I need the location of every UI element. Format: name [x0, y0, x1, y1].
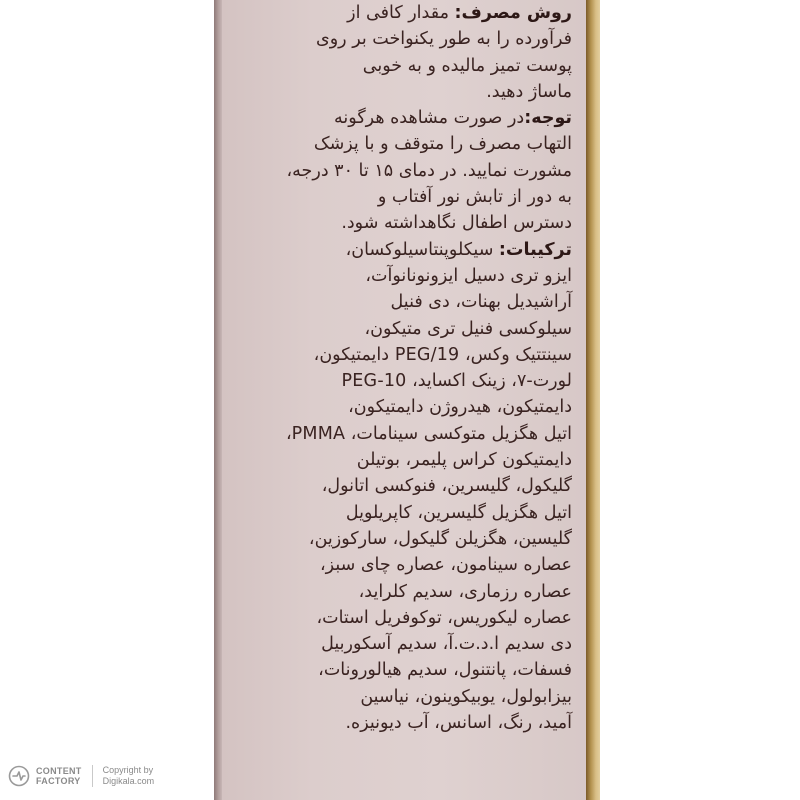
ingredients-line-18: بیزابولول، یوبیکوینون، نیاسین	[360, 686, 572, 707]
gold-edge-strip	[586, 0, 600, 800]
ingredients-line-7: دایمتیکون، هیدروژن دایمتیکون،	[348, 397, 572, 418]
ingredients-line-15: عصاره لیکوریس، توکوفریل استات،	[316, 607, 572, 628]
watermark-copyright-top: Copyright by	[102, 765, 154, 775]
product-label	[222, 0, 586, 800]
ingredients-line-14: عصاره رزماری، سدیم کلراید،	[358, 581, 572, 602]
caution-line-5: دسترس اطفال نگاهداشته شود.	[341, 213, 572, 234]
ingredients-line-6: لورت-۷، زینک اکساید، PEG-10	[341, 371, 572, 392]
ingredients-line-16: دی سدیم ا.د.ت.آ، سدیم آسکوربیل	[321, 634, 572, 655]
caution-line-3: مشورت نمایید. در دمای ۱۵ تا ۳۰ درجه،	[286, 160, 572, 181]
ingredients-line-13: عصاره سینامون، عصاره چای سبز،	[320, 555, 572, 576]
usage-line-2: فرآورده را به طور یکنواخت بر روی	[316, 29, 572, 50]
label-text	[240, 0, 572, 736]
watermark-divider	[92, 765, 93, 787]
ingredients-line-1: ترکیبات: سیکلوپنتاسیلوکسان،	[345, 239, 572, 260]
ingredients-line-8: اتیل هگزیل متوکسی سینامات، PMMA،	[286, 423, 572, 444]
ingredients-line-9: دایمتیکون کراس پلیمر، بوتیلن	[356, 450, 572, 471]
ingredients-line-5: سینتتیک وکس، PEG/19 دایمتیکون،	[313, 344, 572, 365]
ingredients-line-4: سیلوکسی فنیل تری متیکون،	[364, 318, 572, 339]
ingredients-line-2: ایزو تری دسیل ایزونونانوآت،	[365, 265, 572, 286]
ingredients-line-10: گلیکول، گلیسرین، فنوکسی اتانول،	[321, 476, 572, 497]
usage-line-4: ماساژ دهید.	[486, 81, 572, 102]
usage-line-1: روش مصرف: مقدار کافی از	[347, 3, 572, 23]
ingredients-line-11: اتیل هگزیل گلیسرین، کاپریلویل	[345, 502, 572, 523]
watermark	[8, 762, 154, 790]
product-edge	[214, 0, 222, 800]
caution-line-1: توجه:در صورت مشاهده هرگونه	[334, 108, 572, 129]
watermark-copyright-bottom: Digikala.com	[102, 776, 155, 786]
ingredients-line-12: گلیسین، هگزیلن گلیکول، سارکوزین،	[308, 528, 572, 549]
background-right	[600, 0, 800, 800]
caution-line-4: به دور از تابش نور آفتاب و	[377, 187, 572, 208]
ingredients-heading: ترکیبات:	[498, 239, 572, 260]
usage-heading: روش مصرف:	[454, 3, 572, 23]
content-factory-logo-icon	[8, 765, 30, 787]
watermark-brand-top: CONTENT	[36, 766, 82, 776]
usage-line-3: پوست تمیز مالیده و به خوبی	[362, 55, 572, 76]
caution-heading: توجه:	[524, 108, 572, 129]
watermark-brand	[36, 766, 82, 786]
ingredients-line-19: آمید، رنگ، اسانس، آب دیونیزه.	[345, 713, 572, 734]
ingredients-line-17: فسفات، پانتنول، سدیم هیالورونات،	[318, 660, 572, 681]
ingredients-line-3: آراشیدیل بهنات، دی فنیل	[390, 292, 572, 313]
watermark-brand-bottom: FACTORY	[36, 776, 81, 786]
watermark-copyright	[103, 765, 155, 787]
background-left	[0, 0, 214, 800]
caution-line-2: التهاب مصرف را متوقف و با پزشک	[313, 134, 572, 155]
